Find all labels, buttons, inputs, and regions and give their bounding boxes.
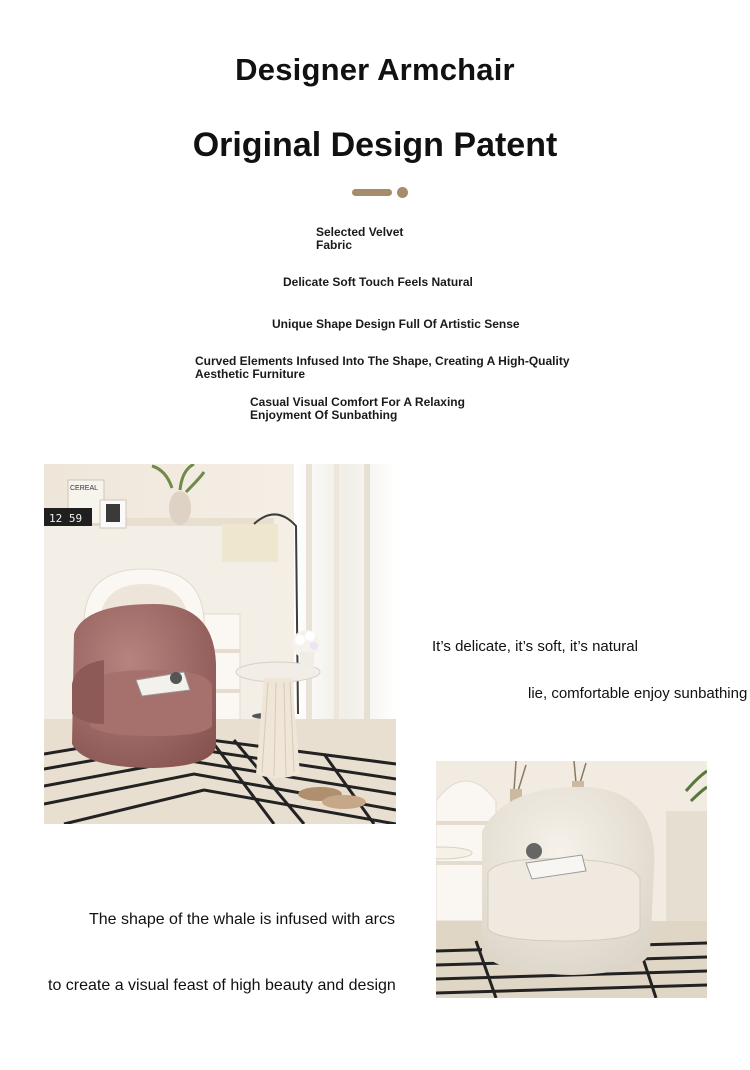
feature-curved-elements: Curved Elements Infused Into The Shape, Creating A High-Quality Aesthetic Furniture [195, 354, 570, 381]
photo-pink-armchair [44, 464, 396, 824]
feature-soft-touch: Delicate Soft Touch Feels Natural [283, 275, 473, 289]
photo-white-armchair [436, 761, 707, 998]
shelf-label-text: CEREAL [70, 485, 99, 492]
caption-visual-feast: to create a visual feast of high beauty and design [48, 977, 396, 994]
white-armchair-illustration [436, 761, 707, 998]
pink-armchair-illustration [44, 464, 396, 824]
feature-unique-shape: Unique Shape Design Full Of Artistic Sense [272, 317, 520, 331]
caption-delicate: It’s delicate, it’s soft, it’s natural [432, 638, 638, 655]
feature-casual-comfort: Casual Visual Comfort For A Relaxing Enjoyment Of Sunbathing [250, 395, 465, 422]
divider-dot [397, 187, 408, 198]
page-subtitle: Original Design Patent [192, 126, 558, 164]
page-title: Designer Armchair [235, 52, 515, 87]
caption-sunbathing: lie, comfortable enjoy sunbathing [528, 685, 748, 702]
caption-whale-shape: The shape of the whale is infused with arcs [89, 911, 395, 928]
feature-velvet-fabric: Selected Velvet Fabric [316, 225, 404, 252]
clock-text: 12 59 [49, 512, 83, 525]
divider-bar [352, 189, 392, 196]
